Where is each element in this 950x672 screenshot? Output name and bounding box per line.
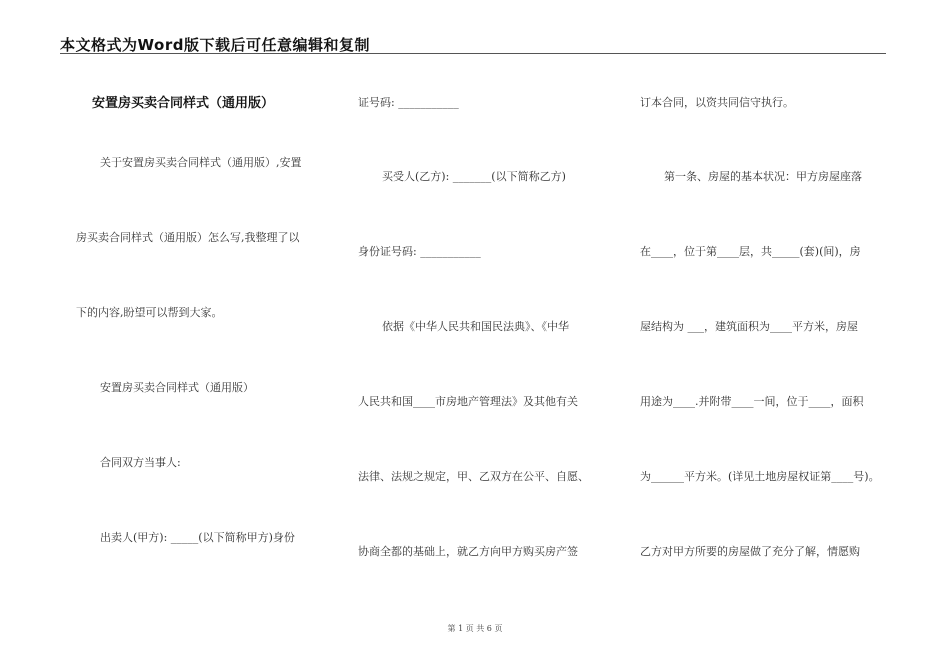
paragraph-line: 关于安置房买卖合同样式（通用版）,安置: [100, 156, 302, 169]
paragraph-line: 用途为____.并附带____一间，位于____，面积: [640, 395, 864, 408]
paragraph-line: 证号码: ___________: [358, 96, 459, 109]
paragraph-line: 为______平方米。(详见土地房屋权证第____号)。: [640, 470, 880, 483]
paragraph-line: 乙方对甲方所要的房屋做了充分了解，情愿购: [640, 545, 860, 558]
paragraph-line: 依据《中华人民共和国民法典》、《中华: [382, 320, 569, 333]
paragraph-line: 订本合同，以资共同信守执行。: [640, 96, 794, 109]
paragraph-line: 出卖人(甲方): _____(以下简称甲方)身份: [100, 531, 295, 544]
paragraph-line: 买受人(乙方): _______(以下简称乙方): [382, 170, 566, 183]
paragraph-line: 第一条、房屋的基本状况：甲方房屋座落: [664, 170, 862, 183]
paragraph-line: 屋结构为 ___，建筑面积为____平方米，房屋: [640, 320, 858, 333]
header-divider: [60, 53, 886, 54]
paragraph-line: 在____，位于第____层，共_____(套)(间)，房: [640, 245, 861, 258]
paragraph-line: 下的内容,盼望可以帮到大家。: [76, 306, 223, 319]
paragraph-line: 身份证号码: ___________: [358, 245, 481, 258]
document-title: 安置房买卖合同样式（通用版）: [92, 96, 275, 111]
paragraph-line: 协商全都的基础上，就乙方向甲方购买房产签: [358, 545, 578, 558]
paragraph-line: 法律、法规之规定，甲、乙双方在公平、自愿、: [358, 470, 589, 483]
paragraph-line: 人民共和国____市房地产管理法》及其他有关: [358, 395, 578, 408]
paragraph-line: 安置房买卖合同样式（通用版）: [100, 381, 254, 394]
document-header-title: 本文格式为Word版下载后可任意编辑和复制: [60, 36, 370, 54]
paragraph-line: 合同双方当事人:: [100, 456, 181, 469]
page-number: 第 1 页 共 6 页: [447, 624, 503, 633]
paragraph-line: 房买卖合同样式（通用版）怎么写,我整理了以: [76, 231, 300, 244]
